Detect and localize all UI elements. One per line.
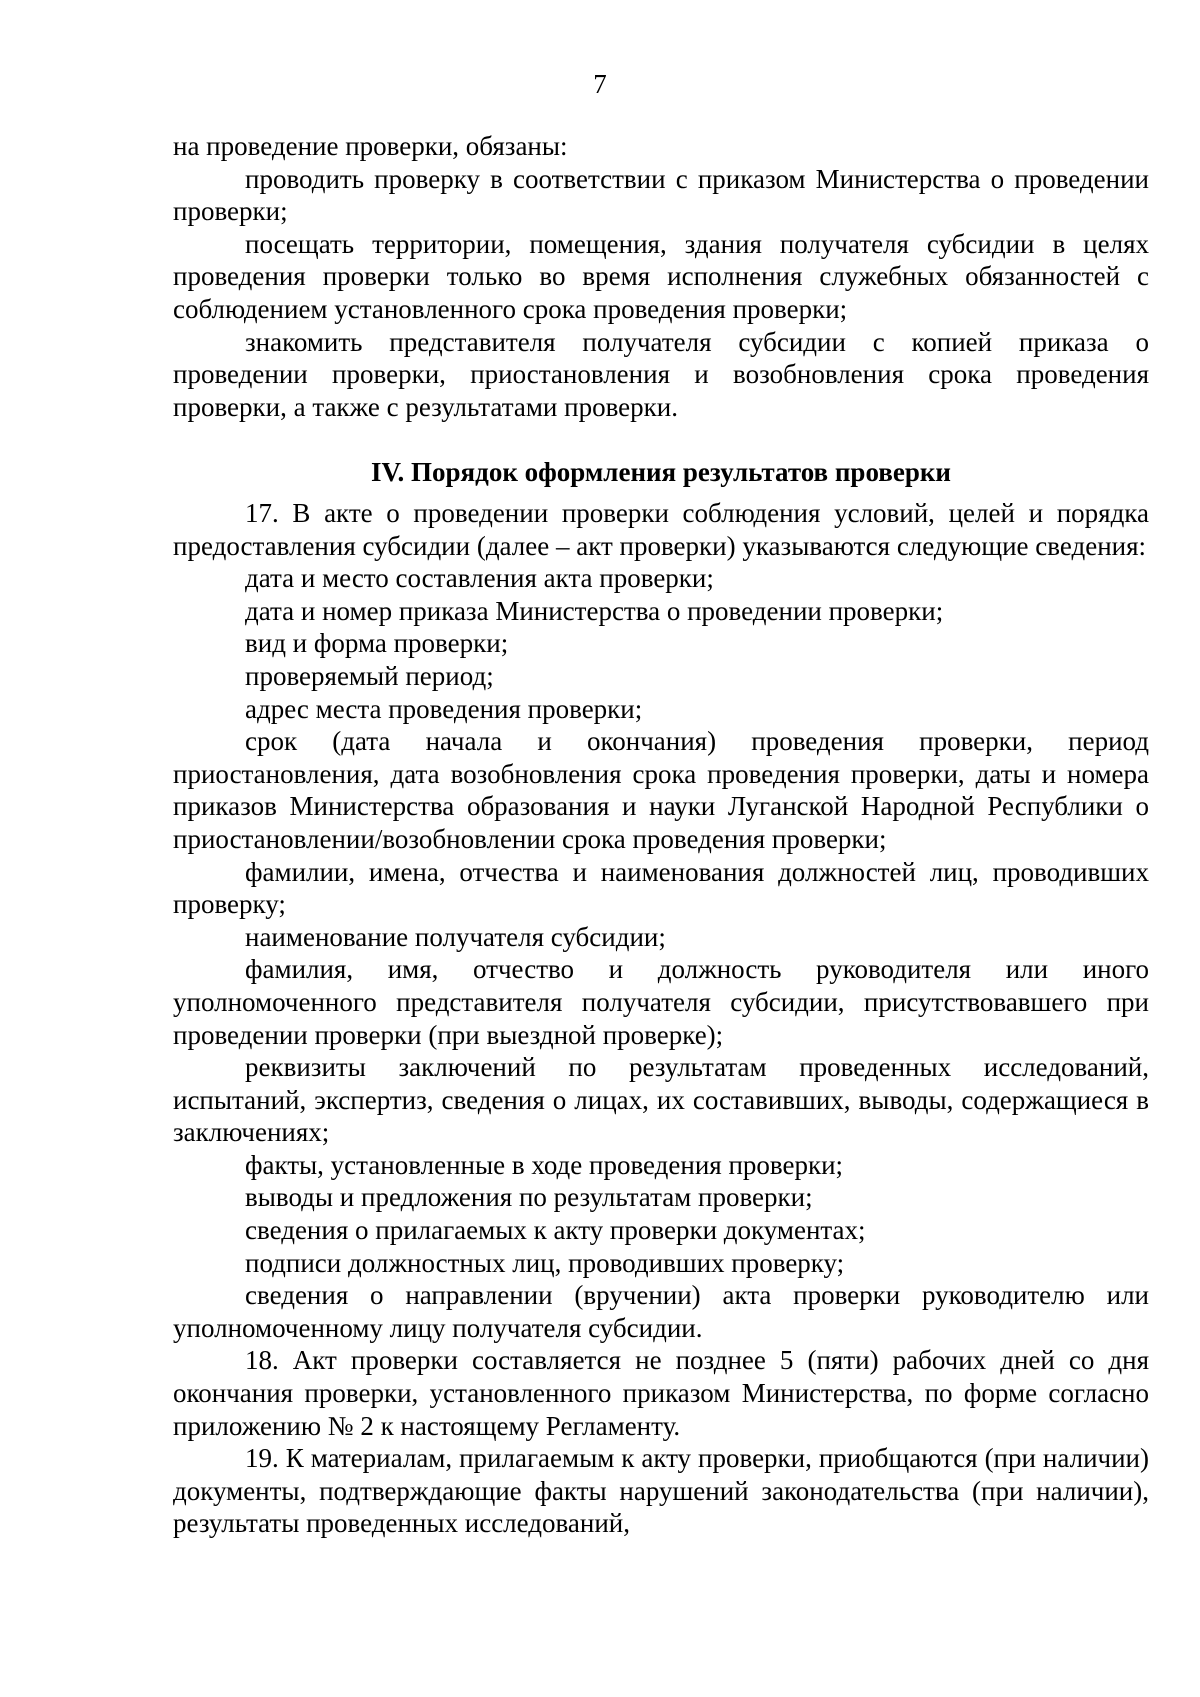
paragraph: 19. К материалам, прилагаемым к акту проверки, приобщаются (при наличии) документы, подтверждающие факты нарушений законодательства (при наличии), результаты проведенных исследований, — [173, 1443, 1149, 1539]
list-item: адрес места проведения проверки; — [245, 693, 643, 724]
section-heading: IV. Порядок оформления результатов проверки — [371, 457, 951, 487]
paragraph: знакомить представителя получателя субсидии с копией приказа о проведении проверки, приостановления и возобновления срока проведения проверки, а также с результатами проверки. — [173, 326, 1149, 422]
paragraph: 17. В акте о проведении проверки соблюдения условий, целей и порядка предоставления субсидии (далее – акт проверки) указываются следующие сведения: — [173, 498, 1149, 561]
list-item: выводы и предложения по результатам проверки; — [245, 1182, 813, 1213]
top-text-block — [173, 130, 1149, 423]
list-item: фамилия, имя, отчество и должность руководителя или иного уполномоченного представителя получателя субсидии, присутствовавшего при проведении проверки (при выездной проверке); — [173, 954, 1149, 1050]
paragraph: 18. Акт проверки составляется не позднее 5 (пяти) рабочих дней со дня окончания проверки, установленного приказом Министерства, по форме согласно приложению № 2 к настоящему Регламенту. — [173, 1345, 1149, 1441]
list-item: сведения о прилагаемых к акту проверки документах; — [245, 1215, 866, 1246]
list-item: факты, установленные в ходе проведения проверки; — [245, 1149, 844, 1180]
list-item: реквизиты заключений по результатам проведенных исследований, испытаний, экспертиз, сведения о лицах, их составивших, выводы, содержащиеся в заключениях; — [173, 1052, 1149, 1148]
list-item: проверяемый период; — [245, 660, 494, 691]
list-item: дата и место составления акта проверки; — [245, 563, 714, 594]
section-text-block — [173, 497, 1149, 1540]
paragraph: проводить проверку в соответствии с приказом Министерства о проведении проверки; — [173, 163, 1149, 227]
list-item: фамилии, имена, отчества и наименования должностей лиц, проводивших проверку; — [173, 856, 1149, 920]
list-item: вид и форма проверки; — [245, 628, 509, 659]
list-item: подписи должностных лиц, проводивших проверку; — [245, 1247, 845, 1278]
page-number: 7 — [593, 69, 607, 99]
list-item: дата и номер приказа Министерства о проведении проверки; — [245, 595, 944, 626]
list-item: наименование получателя субсидии; — [245, 921, 666, 952]
paragraph: посещать территории, помещения, здания получателя субсидии в целях проведения проверки только во время исполнения служебных обязанностей с соблюдением установленного срока проведения проверки; — [173, 228, 1149, 324]
list-item: срок (дата начала и окончания) проведения проверки, период приостановления, дата возобновления срока проведения проверки, даты и номера приказов Министерства образования и науки Луганской Народной Республики о приостановлении/возобновлении срока проведения проверки; — [173, 726, 1149, 854]
list-item: сведения о направлении (вручении) акта проверки руководителю или уполномоченному лицу получателя субсидии. — [173, 1280, 1149, 1343]
paragraph: на проведение проверки, обязаны: — [173, 131, 568, 161]
